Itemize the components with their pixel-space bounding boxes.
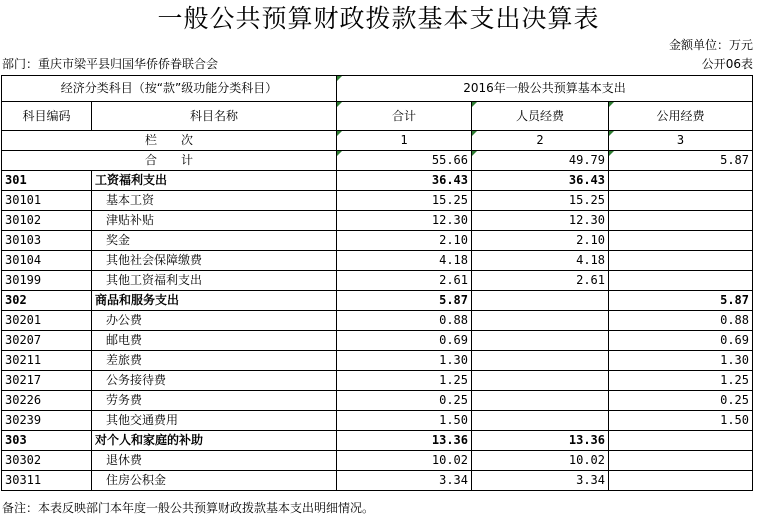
table-row — [2, 431, 753, 451]
row-name: 其他社会保障缴费 — [92, 251, 337, 271]
table-row — [2, 191, 753, 211]
table-row — [2, 211, 753, 231]
row-name: 住房公积金 — [92, 471, 337, 491]
table-row — [2, 331, 753, 351]
row-personnel: 10.02 — [472, 451, 609, 471]
row-name: 公务接待费 — [92, 371, 337, 391]
col-personnel-header: 人员经费 — [472, 102, 609, 131]
row-code: 30104 — [2, 251, 92, 271]
row-public — [609, 471, 753, 491]
col-number-3: 3 — [609, 131, 753, 151]
row-personnel: 4.18 — [472, 251, 609, 271]
row-personnel: 13.36 — [472, 431, 609, 451]
row-code: 301 — [2, 171, 92, 191]
row-total: 15.25 — [337, 191, 472, 211]
row-personnel: 2.10 — [472, 231, 609, 251]
row-code: 30199 — [2, 271, 92, 291]
row-public: 1.25 — [609, 371, 753, 391]
row-code: 30226 — [2, 391, 92, 411]
row-personnel — [472, 311, 609, 331]
page-title: 一般公共预算财政拨款基本支出决算表 — [157, 4, 600, 33]
row-code: 30207 — [2, 331, 92, 351]
row-name: 津贴补贴 — [92, 211, 337, 231]
row-code: 30302 — [2, 451, 92, 471]
total-personnel: 49.79 — [472, 151, 609, 171]
row-total: 1.30 — [337, 351, 472, 371]
total-amount: 55.66 — [337, 151, 472, 171]
table-row — [2, 231, 753, 251]
row-public — [609, 211, 753, 231]
table-row — [2, 291, 753, 311]
row-total: 0.25 — [337, 391, 472, 411]
row-public: 1.30 — [609, 351, 753, 371]
row-public — [609, 171, 753, 191]
row-code: 30103 — [2, 231, 92, 251]
row-name: 劳务费 — [92, 391, 337, 411]
row-total: 0.69 — [337, 331, 472, 351]
row-code: 303 — [2, 431, 92, 451]
row-personnel: 12.30 — [472, 211, 609, 231]
table-row — [2, 271, 753, 291]
row-personnel — [472, 291, 609, 311]
row-code: 30211 — [2, 351, 92, 371]
row-name: 商品和服务支出 — [92, 291, 337, 311]
col-number-1: 1 — [337, 131, 472, 151]
row-code: 30311 — [2, 471, 92, 491]
row-total: 1.25 — [337, 371, 472, 391]
table-row — [2, 451, 753, 471]
department-label: 部门：重庆市梁平县归国华侨侨眷联合会 — [2, 57, 219, 71]
row-personnel — [472, 371, 609, 391]
table-row — [2, 351, 753, 371]
col-name-header: 科目名称 — [92, 102, 337, 131]
total-public: 5.87 — [609, 151, 753, 171]
row-code: 30201 — [2, 311, 92, 331]
row-personnel: 15.25 — [472, 191, 609, 211]
col-code-header: 科目编码 — [2, 102, 92, 131]
row-personnel — [472, 391, 609, 411]
row-public — [609, 231, 753, 251]
row-personnel: 3.34 — [472, 471, 609, 491]
row-personnel: 36.43 — [472, 171, 609, 191]
table-row — [2, 371, 753, 391]
table-row — [2, 471, 753, 491]
row-public: 5.87 — [609, 291, 753, 311]
row-total: 3.34 — [337, 471, 472, 491]
row-public: 1.50 — [609, 411, 753, 431]
row-public — [609, 251, 753, 271]
table-row — [2, 251, 753, 271]
classification-header: 经济分类科目（按“款”级功能分类科目） — [2, 76, 337, 102]
row-name: 对个人和家庭的补助 — [92, 431, 337, 451]
row-total: 2.61 — [337, 271, 472, 291]
row-personnel — [472, 351, 609, 371]
amount-unit: 金额单位：万元 — [668, 38, 753, 52]
column-number-row — [2, 131, 753, 151]
row-personnel — [472, 331, 609, 351]
total-row — [2, 151, 753, 171]
table-row — [2, 171, 753, 191]
row-name: 其他交通费用 — [92, 411, 337, 431]
total-label: 合 计 — [2, 151, 337, 171]
row-code: 30239 — [2, 411, 92, 431]
row-code: 30101 — [2, 191, 92, 211]
table-row — [2, 411, 753, 431]
row-name: 退休费 — [92, 451, 337, 471]
row-name: 奖金 — [92, 231, 337, 251]
row-public: 0.25 — [609, 391, 753, 411]
header-row-2 — [2, 102, 753, 131]
table-row — [2, 391, 753, 411]
row-public — [609, 271, 753, 291]
row-total: 13.36 — [337, 431, 472, 451]
row-name: 差旅费 — [92, 351, 337, 371]
row-public: 0.88 — [609, 311, 753, 331]
row-total: 0.88 — [337, 311, 472, 331]
row-personnel — [472, 411, 609, 431]
expenditure-table — [1, 75, 753, 491]
row-name: 办公费 — [92, 311, 337, 331]
row-public — [609, 431, 753, 451]
footnote: 备注：本表反映部门本年度一般公共预算财政拨款基本支出明细情况。 — [2, 501, 375, 515]
row-total: 1.50 — [337, 411, 472, 431]
row-total: 2.10 — [337, 231, 472, 251]
row-name: 工资福利支出 — [92, 171, 337, 191]
column-row-label: 栏 次 — [2, 131, 337, 151]
col-number-2: 2 — [472, 131, 609, 151]
table-row — [2, 311, 753, 331]
row-name: 基本工资 — [92, 191, 337, 211]
row-total: 10.02 — [337, 451, 472, 471]
table-code: 公开06表 — [701, 57, 753, 71]
row-total: 4.18 — [337, 251, 472, 271]
row-code: 30217 — [2, 371, 92, 391]
budget-title-header: 2016年一般公共预算基本支出 — [337, 76, 753, 102]
col-total-header: 合计 — [337, 102, 472, 131]
header-row-1 — [2, 76, 753, 102]
col-public-header: 公用经费 — [609, 102, 753, 131]
row-public — [609, 451, 753, 471]
row-personnel: 2.61 — [472, 271, 609, 291]
row-code: 30102 — [2, 211, 92, 231]
row-total: 12.30 — [337, 211, 472, 231]
row-total: 36.43 — [337, 171, 472, 191]
row-public — [609, 191, 753, 211]
row-code: 302 — [2, 291, 92, 311]
row-name: 其他工资福利支出 — [92, 271, 337, 291]
row-total: 5.87 — [337, 291, 472, 311]
row-name: 邮电费 — [92, 331, 337, 351]
row-public: 0.69 — [609, 331, 753, 351]
